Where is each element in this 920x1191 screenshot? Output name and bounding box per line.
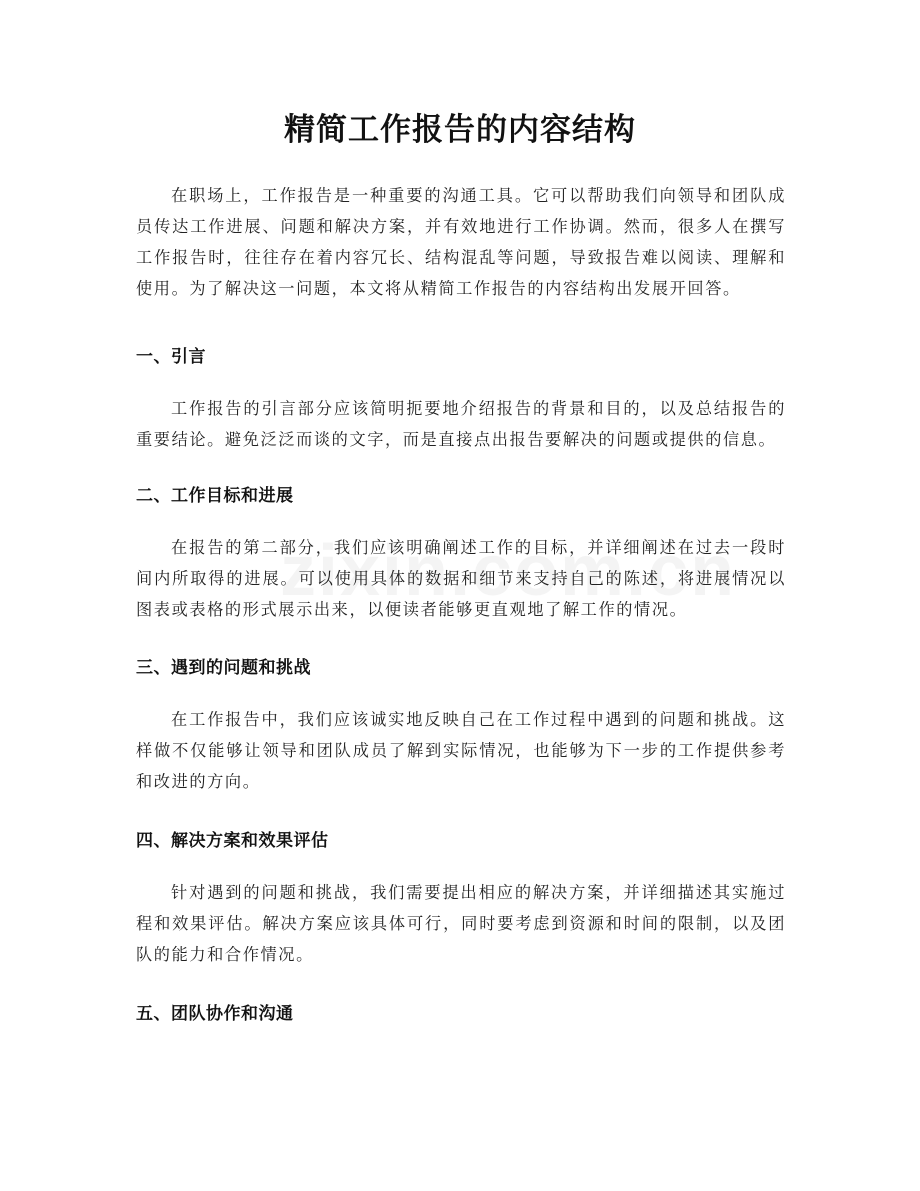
document-title: 精简工作报告的内容结构 xyxy=(284,112,636,148)
section-heading-2: 二、工作目标和进展 xyxy=(136,486,294,506)
section-body-1: 工作报告的引言部分应该简明扼要地介绍报告的背景和目的，以及总结报告的重要结论。避免泛泛而谈的文字，而是直接点出报告要解决的问题或提供的信息。 xyxy=(136,399,786,449)
section-body-3: 在工作报告中，我们应该诚实地反映自己在工作过程中遇到的问题和挑战。这样做不仅能够让领导和团队成员了解到实际情况，也能够为下一步的工作提供参考和改进的方向。 xyxy=(136,710,786,791)
section-heading-1: 一、引言 xyxy=(136,347,206,367)
section-heading-3: 三、遇到的问题和挑战 xyxy=(136,658,311,678)
section-heading-5: 五、团队协作和沟通 xyxy=(136,1004,294,1024)
section-body-2: 在报告的第二部分，我们应该明确阐述工作的目标，并详细阐述在过去一段时间内所取得的进展。可以使用具体的数据和细节来支持自己的陈述，将进展情况以图表或表格的形式展示出来，以便读者能够更直观地了解工作的情况。 xyxy=(136,538,786,619)
section-body-4: 针对遇到的问题和挑战，我们需要提出相应的解决方案，并详细描述其实施过程和效果评估。解决方案应该具体可行，同时要考虑到资源和时间的限制，以及团队的能力和合作情况。 xyxy=(136,883,786,964)
intro-paragraph: 在职场上，工作报告是一种重要的沟通工具。它可以帮助我们向领导和团队成员传达工作进展、问题和解决方案，并有效地进行工作协调。然而，很多人在撰写工作报告时，往往存在着内容冗长、结构混乱等问题，导致报告难以阅读、理解和使用。为了解决这一问题，本文将从精简工作报告的内容结构出发展开回答。 xyxy=(136,186,786,298)
section-heading-4: 四、解决方案和效果评估 xyxy=(136,831,329,851)
